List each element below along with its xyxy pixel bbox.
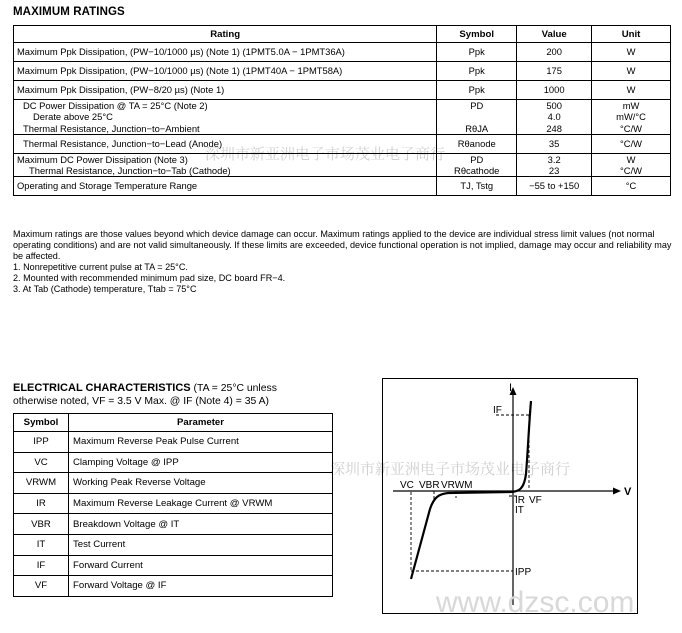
elec-char-table <box>13 413 333 597</box>
ratings-row <box>14 62 671 81</box>
ratings-cell-rating <box>14 43 437 62</box>
ec-header-symbol: Symbol <box>14 414 69 432</box>
ec-row <box>14 576 333 597</box>
ratings-line-rating: Maximum Ppk Dissipation, (PW−10/1000 µs) (Note 1) (1PMT40A − 1PMT58A) <box>17 65 343 76</box>
header-unit: Unit <box>592 26 671 43</box>
ratings-cell-unit <box>592 177 671 196</box>
note-1: 1. Nonrepetitive current pulse at TA = 25°C. <box>13 262 188 273</box>
elec-char-condition-2: otherwise noted, VF = 3.5 V Max. @ IF (Note 4) = 35 A) <box>13 395 269 407</box>
ec-row <box>14 514 333 535</box>
ratings-line-rating: Maximum Ppk Dissipation, (PW−8/20 µs) (Note 1) <box>17 84 225 95</box>
ratings-line-unit: mW <box>622 100 640 111</box>
label-vbr: VBR <box>419 480 440 491</box>
note-3: 3. At Tab (Cathode) temperature, Ttab = 75°C <box>13 284 197 295</box>
label-vc: VC <box>400 480 414 491</box>
ec-symbol: VRWM <box>14 473 69 494</box>
ratings-cell-value <box>517 134 592 153</box>
ec-row <box>14 534 333 555</box>
ratings-line-unit: °C <box>625 180 637 192</box>
ratings-line-unit: W <box>626 65 636 76</box>
ratings-line-value: 4.0 <box>547 111 561 123</box>
elec-char-heading <box>13 382 333 408</box>
ratings-line-symbol: RθJA <box>465 122 489 134</box>
ratings-line-symbol: Ppk <box>468 46 485 57</box>
ratings-line-symbol: Rθcathode <box>454 165 500 177</box>
ratings-line-rating: Derate above 25°C <box>33 111 113 123</box>
ec-parameter: Working Peak Reverse Voltage <box>69 473 333 494</box>
note-2: 2. Mounted with recommended minimum pad size, DC board FR−4. <box>13 273 286 284</box>
ratings-cell-unit <box>592 81 671 100</box>
ratings-row <box>14 153 671 177</box>
ratings-cell-rating <box>14 62 437 81</box>
ec-symbol: IT <box>14 534 69 555</box>
ratings-line-value: −55 to +150 <box>529 180 580 192</box>
ratings-cell-unit <box>592 153 671 177</box>
ratings-cell-symbol <box>437 81 517 100</box>
ratings-cell-rating <box>14 134 437 153</box>
ec-symbol: VF <box>14 576 69 597</box>
ratings-cell-symbol <box>437 43 517 62</box>
label-axis-i: I <box>509 382 513 394</box>
ratings-cell-unit <box>592 62 671 81</box>
ec-parameter: Maximum Reverse Peak Pulse Current <box>69 432 333 453</box>
max-ratings-title: MAXIMUM RATINGS <box>13 6 125 18</box>
ratings-line-symbol: PD <box>470 153 484 165</box>
ratings-row <box>14 43 671 62</box>
header-value: Value <box>517 26 592 43</box>
ratings-cell-value <box>517 153 592 177</box>
ratings-line-value: 500 <box>546 100 562 111</box>
ratings-line-rating: Maximum Ppk Dissipation, (PW−10/1000 µs) (Note 1) (1PMT5.0A − 1PMT36A) <box>17 46 345 57</box>
ratings-row <box>14 100 671 135</box>
ratings-cell-rating <box>14 153 437 177</box>
label-ipp: IPP <box>515 567 532 578</box>
max-ratings-table <box>13 25 671 196</box>
ec-header-parameter: Parameter <box>69 414 333 432</box>
ratings-line-value: 248 <box>546 122 562 134</box>
ratings-line-value: 23 <box>548 165 560 177</box>
ratings-cell-value <box>517 81 592 100</box>
ratings-line-symbol <box>440 111 513 122</box>
ratings-line-rating: Operating and Storage Temperature Range <box>17 180 198 192</box>
ratings-line-symbol: Ppk <box>468 65 485 76</box>
label-vrwm: VRWM <box>441 480 473 491</box>
ratings-cell-unit <box>592 134 671 153</box>
ratings-line-unit: °C/W <box>620 122 643 134</box>
ratings-line-unit: W <box>626 84 636 95</box>
ratings-cell-symbol <box>437 153 517 177</box>
ratings-notes <box>13 229 675 296</box>
ratings-line-rating: DC Power Dissipation @ TA = 25°C (Note 2) <box>23 100 208 111</box>
elec-char-condition-1: (TA = 25°C unless <box>193 383 277 394</box>
label-it: IT <box>515 505 524 516</box>
ratings-cell-value <box>517 43 592 62</box>
ratings-line-value: 1000 <box>543 84 565 95</box>
ratings-cell-value <box>517 100 592 135</box>
ratings-line-value: 3.2 <box>547 153 561 165</box>
ratings-line-rating: Thermal Resistance, Junction−to−Ambient <box>23 122 200 134</box>
ec-row <box>14 432 333 453</box>
ratings-cell-symbol <box>437 177 517 196</box>
label-ir: IR <box>515 495 525 506</box>
ratings-row <box>14 134 671 153</box>
ec-parameter: Forward Current <box>69 555 333 576</box>
ratings-line-symbol: TJ, Tstg <box>460 180 494 192</box>
watermark-mid: 深圳市新亚洲电子市场茂业电子商行 <box>330 461 571 478</box>
ratings-line-rating: Maximum DC Power Dissipation (Note 3) <box>17 153 188 165</box>
ratings-cell-symbol <box>437 134 517 153</box>
ratings-cell-rating <box>14 177 437 196</box>
notes-paragraph: Maximum ratings are those values beyond which device damage can occur. Maximum ratings applied to the device are individual stress limit values (not normal operating conditions) and are not valid simultaneously. If these limits are exceeded, device functional operation is not implied, damage may occur and reliability may be affected. <box>13 229 672 262</box>
ec-row <box>14 493 333 514</box>
ratings-cell-unit <box>592 100 671 135</box>
ec-symbol: IF <box>14 555 69 576</box>
ratings-line-unit: mW/°C <box>616 111 646 123</box>
ec-row <box>14 473 333 494</box>
ratings-line-symbol: PD <box>470 100 484 111</box>
label-axis-v: V <box>624 486 632 498</box>
label-if: IF <box>493 405 502 416</box>
watermark-top: 深圳市新亚洲电子市场茂业电子商行 <box>205 146 446 163</box>
ratings-cell-unit <box>592 43 671 62</box>
ratings-line-unit: °C/W <box>620 165 643 177</box>
ec-symbol: IR <box>14 493 69 514</box>
ratings-line-value: 35 <box>548 137 560 149</box>
ratings-line-unit: W <box>626 46 636 57</box>
ratings-line-rating: Thermal Resistance, Junction−to−Tab (Cathode) <box>29 165 231 177</box>
elec-char-title: ELECTRICAL CHARACTERISTICS <box>13 382 191 394</box>
ratings-cell-rating <box>14 81 437 100</box>
ec-parameter: Clamping Voltage @ IPP <box>69 452 333 473</box>
header-rating: Rating <box>14 26 437 43</box>
ec-parameter: Test Current <box>69 534 333 555</box>
ec-row <box>14 555 333 576</box>
ratings-cell-symbol <box>437 62 517 81</box>
ratings-line-unit: W <box>626 153 636 165</box>
ec-symbol: VC <box>14 452 69 473</box>
ratings-cell-symbol <box>437 100 517 135</box>
site-watermark: www.dzsc.com <box>436 586 635 619</box>
ratings-row <box>14 177 671 196</box>
ec-symbol: VBR <box>14 514 69 535</box>
header-symbol: Symbol <box>437 26 517 43</box>
iv-characteristic-diagram <box>382 378 638 614</box>
ec-parameter: Breakdown Voltage @ IT <box>69 514 333 535</box>
ratings-line-unit: °C/W <box>620 137 643 149</box>
v-axis-arrow-icon <box>613 488 621 495</box>
ratings-cell-value <box>517 177 592 196</box>
ec-parameter: Maximum Reverse Leakage Current @ VRWM <box>69 493 333 514</box>
ratings-line-rating: Thermal Resistance, Junction−to−Lead (Anode) <box>23 137 223 149</box>
ratings-cell-rating <box>14 100 437 135</box>
ratings-row <box>14 81 671 100</box>
ratings-line-value: 175 <box>546 65 562 76</box>
iv-curve-svg <box>383 379 637 613</box>
ratings-line-symbol: Rθanode <box>457 137 496 149</box>
ec-symbol: IPP <box>14 432 69 453</box>
ratings-line-symbol: Ppk <box>468 84 485 95</box>
ratings-cell-value <box>517 62 592 81</box>
ec-parameter: Forward Voltage @ IF <box>69 576 333 597</box>
ec-row <box>14 452 333 473</box>
ratings-line-value: 200 <box>546 46 562 57</box>
label-vf: VF <box>529 495 542 506</box>
